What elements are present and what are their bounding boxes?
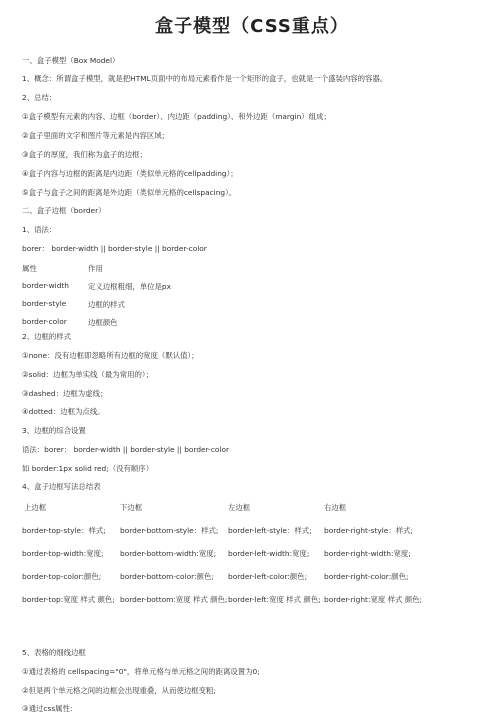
table-cell: border-top:宽度 样式 颜色; <box>22 595 115 604</box>
thin-border-step-3: ③通过css属性: <box>22 704 73 713</box>
table-cell: 边框颜色 <box>88 318 118 327</box>
summary-item-4: ④盒子内容与边框的距离是内边距（类似单元格的cellpadding）； <box>22 169 238 178</box>
table-cell: 边框的样式 <box>88 300 125 309</box>
style-item-none: ①none：没有边框即忽略所有边框的宽度（默认值）； <box>22 351 199 360</box>
table-cell: border-bottom-color:颜色; <box>120 572 214 581</box>
thin-border-step-2: ②但是两个单元格之间的边框会出现重叠，从而使边框变粗; <box>22 686 216 695</box>
table-cell: border-top-style：样式; <box>22 526 106 535</box>
heading-summary-table: 4、盒子边框写法总结表 <box>22 482 101 491</box>
table-header-cell: 作用 <box>88 264 103 273</box>
table-cell: border-left-color:颜色; <box>228 572 308 581</box>
summary-item-5: ⑤盒子与盒子之间的距离是外边距（类似单元格的cellspacing）。 <box>22 188 237 197</box>
heading-box-model: 一、盒子模型（Box Model） <box>22 56 120 65</box>
table-cell: 定义边框粗细，单位是px <box>88 282 171 291</box>
table-cell: border-color <box>22 317 67 326</box>
syntax-label: 1、语法： <box>22 225 57 234</box>
composite-example: 如 border:1px solid red;（没有顺序） <box>22 464 154 473</box>
table-cell: border-left-style：样式; <box>228 526 312 535</box>
summary-item-1: ①盒子模型有元素的内容、边框（border）、内边距（padding）、和外边距（margin）组成； <box>22 112 331 121</box>
heading-border: 二、盒子边框（border） <box>22 206 106 215</box>
style-item-solid: ②solid：边框为单实线（最为常用的）； <box>22 370 153 379</box>
paragraph-concept: 1、概念：所谓盒子模型，就是把HTML页面中的布局元素看作是一个矩形的盒子，也就是一个盛装内容的容器。 <box>22 74 388 83</box>
table-cell: border-bottom-width:宽度; <box>120 549 217 558</box>
syntax-line: borer： border-width || border-style || border-color <box>22 244 207 253</box>
heading-composite: 3、边框的综合设置 <box>22 426 86 435</box>
table-cell: border-right-color:颜色; <box>324 572 409 581</box>
border-summary-table <box>22 502 482 632</box>
table-cell: border-left:宽度 样式 颜色; <box>228 595 321 604</box>
style-item-dotted: ④dotted：边框为点线。 <box>22 407 105 416</box>
table-cell: border-right-style：样式; <box>324 526 414 535</box>
table-header-cell: 属性 <box>22 264 37 273</box>
style-item-dashed: ③dashed：边框为虚线； <box>22 389 108 398</box>
thin-border-step-1: ①通过表格的 cellspacing="0"，将单元格与单元格之间的距离设置为0; <box>22 667 260 676</box>
table-cell: border-width <box>22 281 69 290</box>
heading-border-style: 2、边框的样式 <box>22 332 72 341</box>
composite-syntax: 语法：borer： border-width || border-style || border-color <box>22 445 230 454</box>
heading-thin-border: 5、表格的细线边框 <box>22 648 86 657</box>
table-cell: border-bottom:宽度 样式 颜色; <box>120 595 228 604</box>
table-cell: border-style <box>22 299 67 308</box>
table-header-cell: 上边框 <box>24 503 47 512</box>
table-header-cell: 右边框 <box>324 503 347 512</box>
table-cell: border-right:宽度 样式 颜色; <box>324 595 422 604</box>
table-cell: border-top-color:颜色; <box>22 572 102 581</box>
table-cell: border-bottom-style：样式; <box>120 526 219 535</box>
border-property-table <box>22 263 482 353</box>
document-title: 盒子模型（CSS重点） <box>155 16 349 37</box>
table-header-cell: 下边框 <box>120 503 143 512</box>
table-header-cell: 左边框 <box>228 503 251 512</box>
table-cell: border-left-width:宽度; <box>228 549 310 558</box>
paragraph-summary-label: 2、总结： <box>22 93 57 102</box>
table-cell: border-top-width:宽度; <box>22 549 104 558</box>
summary-item-2: ②盒子里面的文字和图片等元素是内容区域； <box>22 131 170 140</box>
table-cell: border-right-width:宽度; <box>324 549 411 558</box>
summary-item-3: ③盒子的厚度，我们称为盒子的边框； <box>22 150 147 159</box>
